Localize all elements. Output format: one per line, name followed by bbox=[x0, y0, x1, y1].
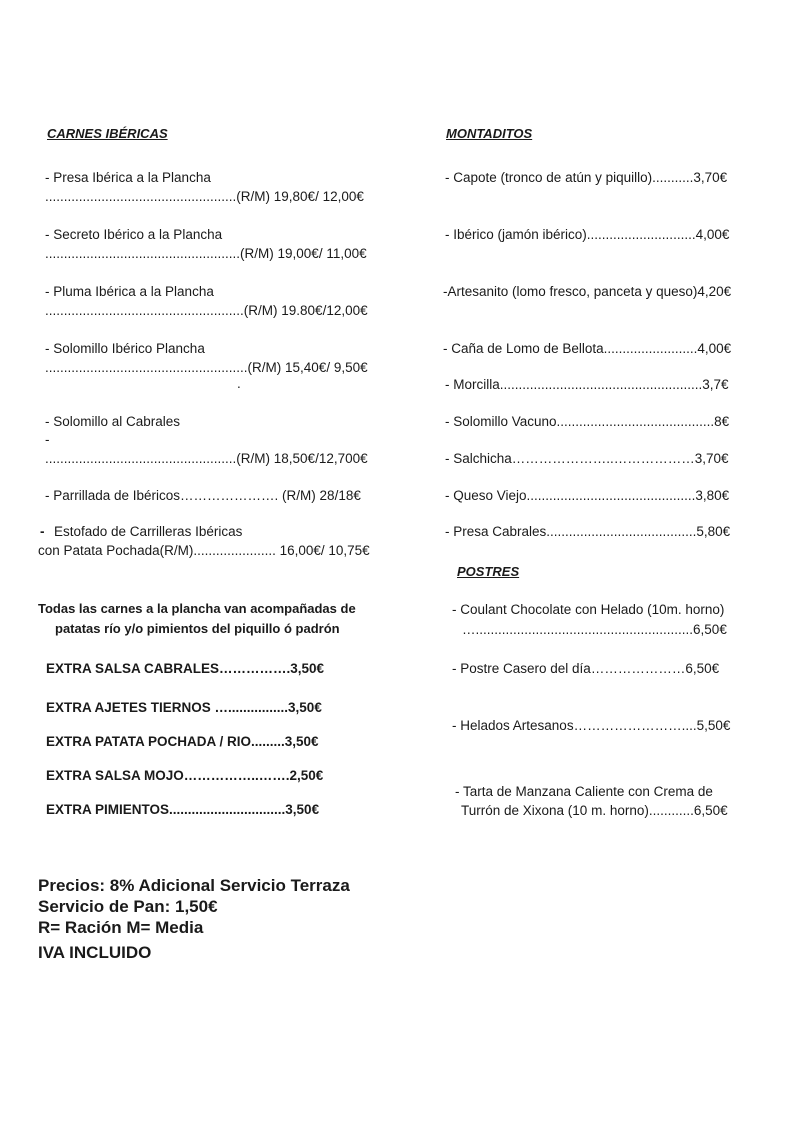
montadito-salchicha: - Salchicha…………………..………………3,70€ bbox=[445, 451, 729, 466]
postres-heading: POSTRES bbox=[457, 564, 520, 579]
montadito-morcilla: - Morcilla......................................................3,7€ bbox=[445, 377, 729, 392]
carnes-heading: CARNES IBÉRICAS bbox=[47, 126, 168, 141]
item-solomillo-price: ......................................................(R/M) 15,40€/ 9,50€ bbox=[45, 360, 368, 375]
item-cabrales-dash: - bbox=[45, 432, 50, 447]
montadito-artesanito: -Artesanito (lomo fresco, panceta y queso)4,20€ bbox=[443, 284, 732, 299]
extra-salsa-cabrales: EXTRA SALSA CABRALES…………….3,50€ bbox=[46, 661, 325, 676]
item-solomillo-name: - Solomillo Ibérico Plancha bbox=[45, 341, 205, 356]
item-pluma-price: .....................................................(R/M) 19.80€/12,00€ bbox=[45, 303, 368, 318]
extra-pimientos: EXTRA PIMIENTOS...............................3,50€ bbox=[46, 802, 320, 817]
accompaniment-note-line1: Todas las carnes a la plancha van acompañadas de bbox=[38, 601, 356, 616]
item-estofado-dash: - bbox=[40, 524, 45, 539]
postre-helados: - Helados Artesanos……………………....5,50€ bbox=[452, 718, 731, 733]
item-secreto-price: ....................................................(R/M) 19,00€/ 11,00€ bbox=[45, 246, 367, 261]
item-estofado-line1: Estofado de Carrilleras Ibéricas bbox=[54, 524, 243, 539]
extra-salsa-mojo: EXTRA SALSA MOJO……………..…….2,50€ bbox=[46, 768, 324, 783]
postre-tarta-price: Turrón de Xixona (10 m. horno)............6,50€ bbox=[461, 803, 728, 818]
montadito-solomillo-vacuno: - Solomillo Vacuno..........................................8€ bbox=[445, 414, 730, 429]
accompaniment-note-line2: patatas río y/o pimientos del piquillo ó padrón bbox=[55, 621, 340, 636]
footer-terraza: Precios: 8% Adicional Servicio Terraza bbox=[38, 876, 350, 895]
montaditos-heading: MONTADITOS bbox=[446, 126, 533, 141]
postre-tarta-name: - Tarta de Manzana Caliente con Crema de bbox=[455, 784, 713, 799]
item-solomillo-extra: . bbox=[237, 376, 241, 391]
item-cabrales-name: - Solomillo al Cabrales bbox=[45, 414, 181, 429]
extra-patata-pochada: EXTRA PATATA POCHADA / RIO.........3,50€ bbox=[46, 734, 319, 749]
item-presa-price: ...................................................(R/M) 19,80€/ 12,00€ bbox=[45, 189, 364, 204]
postre-coulant-name: - Coulant Chocolate con Helado (10m. horno) bbox=[452, 602, 725, 617]
postre-coulant-price: …..........................................................6,50€ bbox=[462, 622, 727, 637]
montadito-iberico: - Ibérico (jamón ibérico).............................4,00€ bbox=[445, 227, 730, 242]
montadito-capote: - Capote (tronco de atún y piquillo)...........3,70€ bbox=[445, 170, 728, 185]
montadito-presa-cabrales: - Presa Cabrales........................................5,80€ bbox=[445, 524, 731, 539]
item-cabrales-price: ...................................................(R/M) 18,50€/12,700€ bbox=[45, 451, 368, 466]
footer-iva: IVA INCLUIDO bbox=[38, 943, 152, 962]
item-parrillada: - Parrillada de Ibéricos…………………. (R/M) 28/18€ bbox=[45, 488, 361, 503]
item-pluma-name: - Pluma Ibérica a la Plancha bbox=[45, 284, 214, 299]
item-presa-name: - Presa Ibérica a la Plancha bbox=[45, 170, 211, 185]
item-secreto-name: - Secreto Ibérico a la Plancha bbox=[45, 227, 223, 242]
extra-ajetes-tiernos: EXTRA AJETES TIERNOS …................3,50€ bbox=[46, 700, 322, 715]
montadito-queso-viejo: - Queso Viejo.............................................3,80€ bbox=[445, 488, 730, 503]
item-estofado-line2: con Patata Pochada(R/M)...................... 16,00€/ 10,75€ bbox=[38, 543, 370, 558]
postre-casero: - Postre Casero del día…………………6,50€ bbox=[452, 661, 720, 676]
footer-pan: Servicio de Pan: 1,50€ bbox=[38, 897, 218, 916]
footer-legend: R= Ración M= Media bbox=[38, 918, 204, 937]
montadito-cana-lomo: - Caña de Lomo de Bellota.........................4,00€ bbox=[443, 341, 732, 356]
